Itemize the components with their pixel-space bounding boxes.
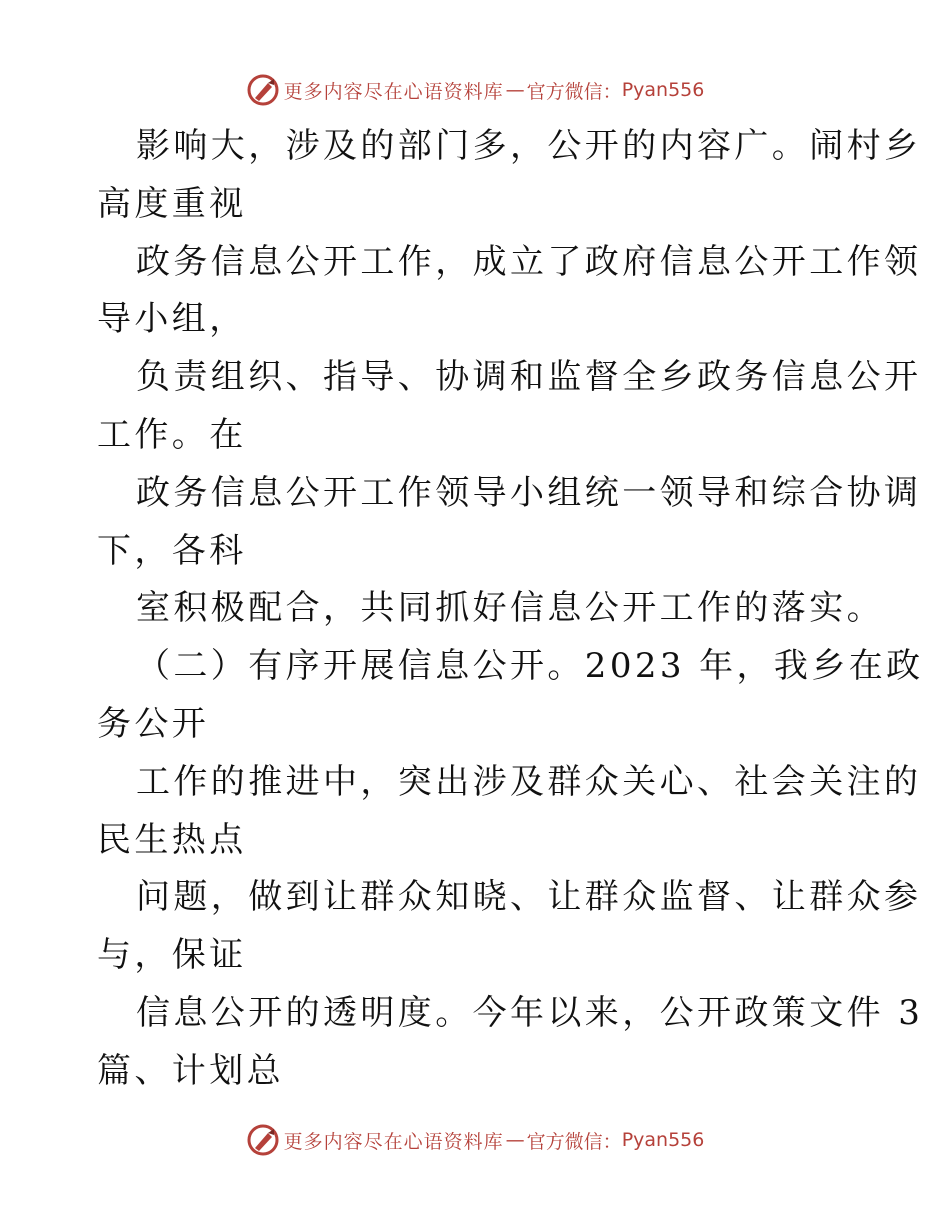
text-line: 高度重视 bbox=[97, 183, 247, 224]
text-line: 篇、计划总 bbox=[97, 1050, 284, 1091]
text-line: 信息公开的透明度。今年以来，公开政策文件 3 bbox=[136, 992, 924, 1033]
watermark-separator: — bbox=[505, 1129, 525, 1151]
text-line: 务公开 bbox=[97, 703, 210, 744]
document-body bbox=[97, 118, 924, 1101]
text-line: 室积极配合，共同抓好信息公开工作的落实。 bbox=[136, 588, 884, 629]
text-line: 工作。在 bbox=[97, 414, 247, 455]
watermark-wechat-id: Pyan556 bbox=[621, 79, 705, 101]
watermark-label: 官方微信： bbox=[526, 80, 622, 103]
text-line: 政务信息公开工作，成立了政府信息公开工作领 bbox=[136, 241, 922, 282]
text-line: 与，保证 bbox=[97, 935, 247, 976]
text-line: 负责组织、指导、协调和监督全乡政务信息公开 bbox=[136, 357, 922, 398]
watermark-separator: — bbox=[505, 79, 525, 101]
footer-watermark bbox=[0, 1120, 950, 1160]
watermark-wechat-id: Pyan556 bbox=[621, 1129, 705, 1151]
text-line: 问题，做到让群众知晓、让群众监督、让群众参 bbox=[136, 877, 922, 918]
text-line: （二）有序开展信息公开。2023 年，我乡在政 bbox=[136, 646, 924, 687]
text-line: 影响大，涉及的部门多，公开的内容广。闹村乡 bbox=[136, 126, 922, 166]
text-line: 民生热点 bbox=[97, 819, 247, 860]
header-watermark bbox=[0, 70, 950, 110]
pen-logo-icon bbox=[246, 73, 280, 107]
text-line: 下，各科 bbox=[97, 530, 247, 571]
text-line: 政务信息公开工作领导小组统一领导和综合协调 bbox=[136, 472, 922, 513]
watermark-label: 官方微信： bbox=[526, 1130, 622, 1153]
watermark-main-text: 更多内容尽在心语资料库 bbox=[283, 1130, 504, 1153]
text-line: 导小组， bbox=[97, 299, 247, 340]
text-line: 工作的推进中，突出涉及群众关心、社会关注的 bbox=[136, 761, 922, 802]
watermark-main-text: 更多内容尽在心语资料库 bbox=[283, 80, 504, 103]
pen-logo-icon bbox=[246, 1123, 280, 1157]
